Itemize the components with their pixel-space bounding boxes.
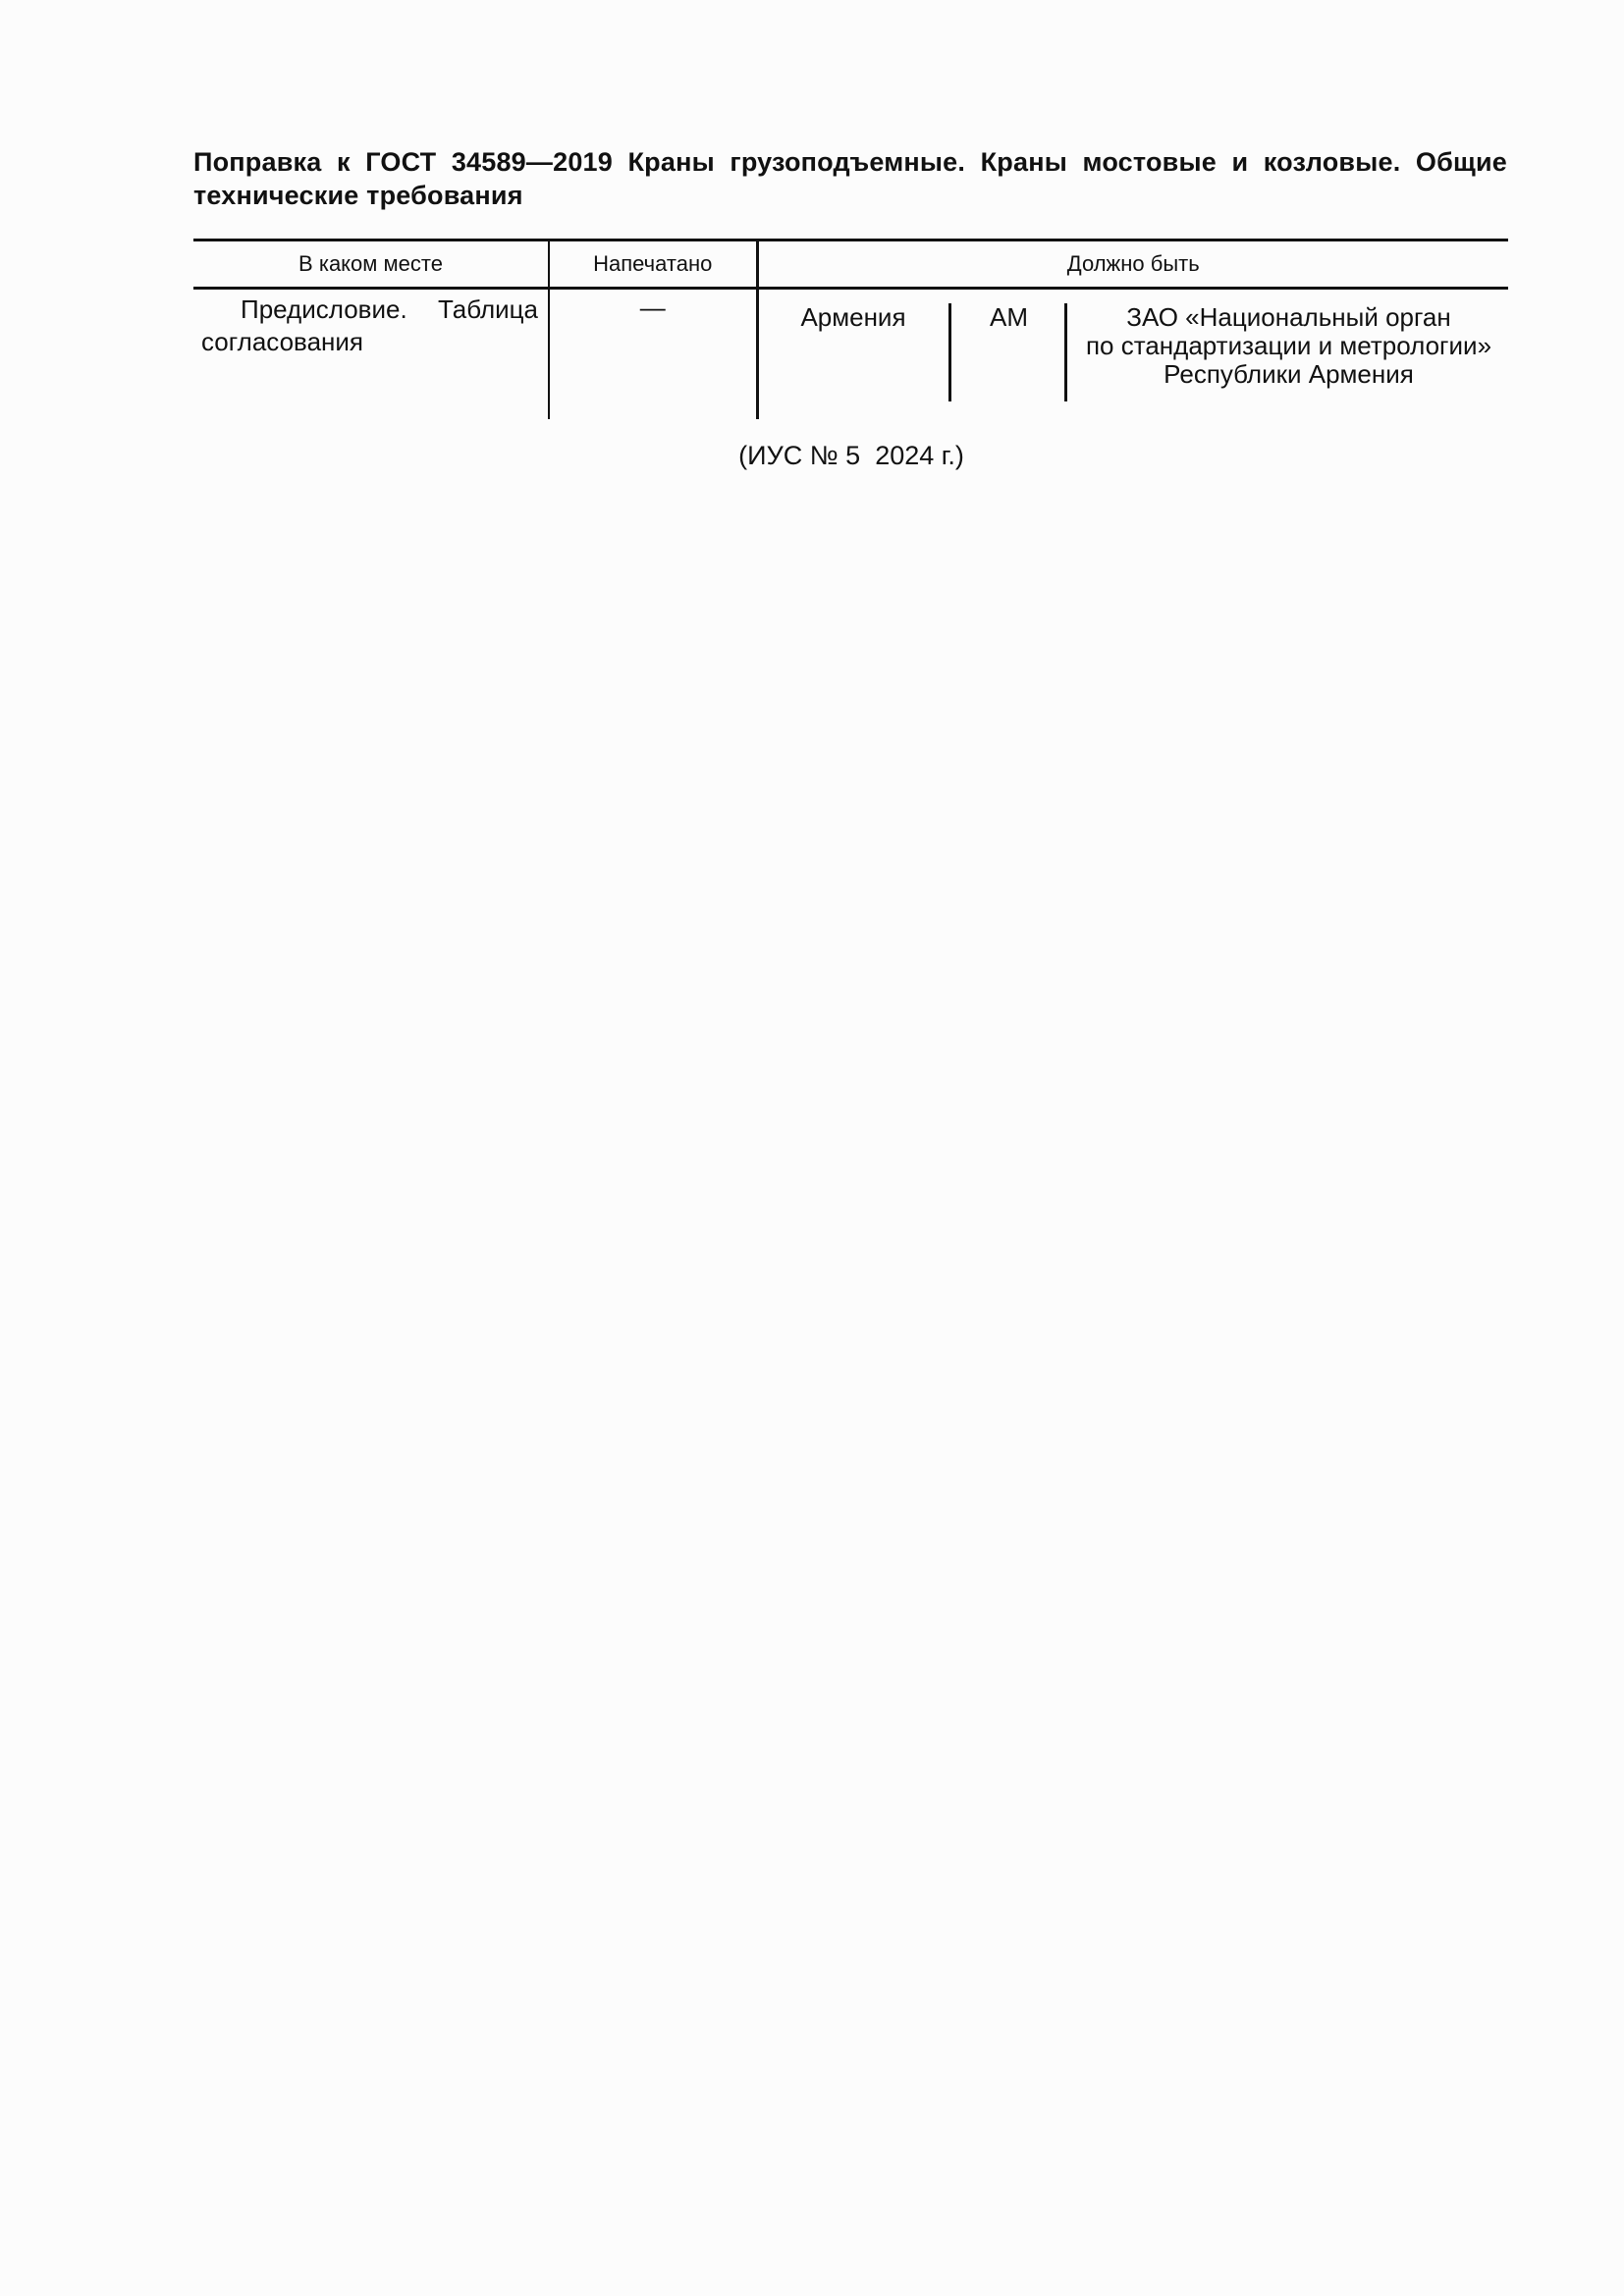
- publication-source: (ИУС № 5 2024 г.): [738, 441, 964, 470]
- organization-name: ЗАО «Национальный орган по стандартизации и метрологии» Республики Армения: [1085, 302, 1492, 389]
- should-be-organization: [1064, 303, 1505, 401]
- amendment-table: [193, 239, 1508, 419]
- should-be-country: [759, 303, 948, 401]
- cell-printed: —: [549, 289, 757, 420]
- header-where: В каком месте: [193, 240, 549, 289]
- amendment-title-line-2: технические требования: [193, 181, 523, 210]
- cell-should-be: [757, 289, 1508, 420]
- country-code: AM: [990, 302, 1028, 332]
- amendment-title-line-1: Поправка к ГОСТ 34589—2019 Краны грузоподъемные. Краны мостовые и козловые. Общие: [193, 147, 1507, 177]
- header-printed: Напечатано: [549, 240, 757, 289]
- cell-where: Предисловие. Таблица согласования: [193, 289, 549, 420]
- table-header-row: [193, 240, 1508, 289]
- country-name: Армения: [800, 302, 906, 332]
- should-be-code: [948, 303, 1067, 401]
- header-should-be: Должно быть: [757, 240, 1508, 289]
- amendment-title: [193, 145, 1507, 212]
- table-row: [193, 289, 1508, 420]
